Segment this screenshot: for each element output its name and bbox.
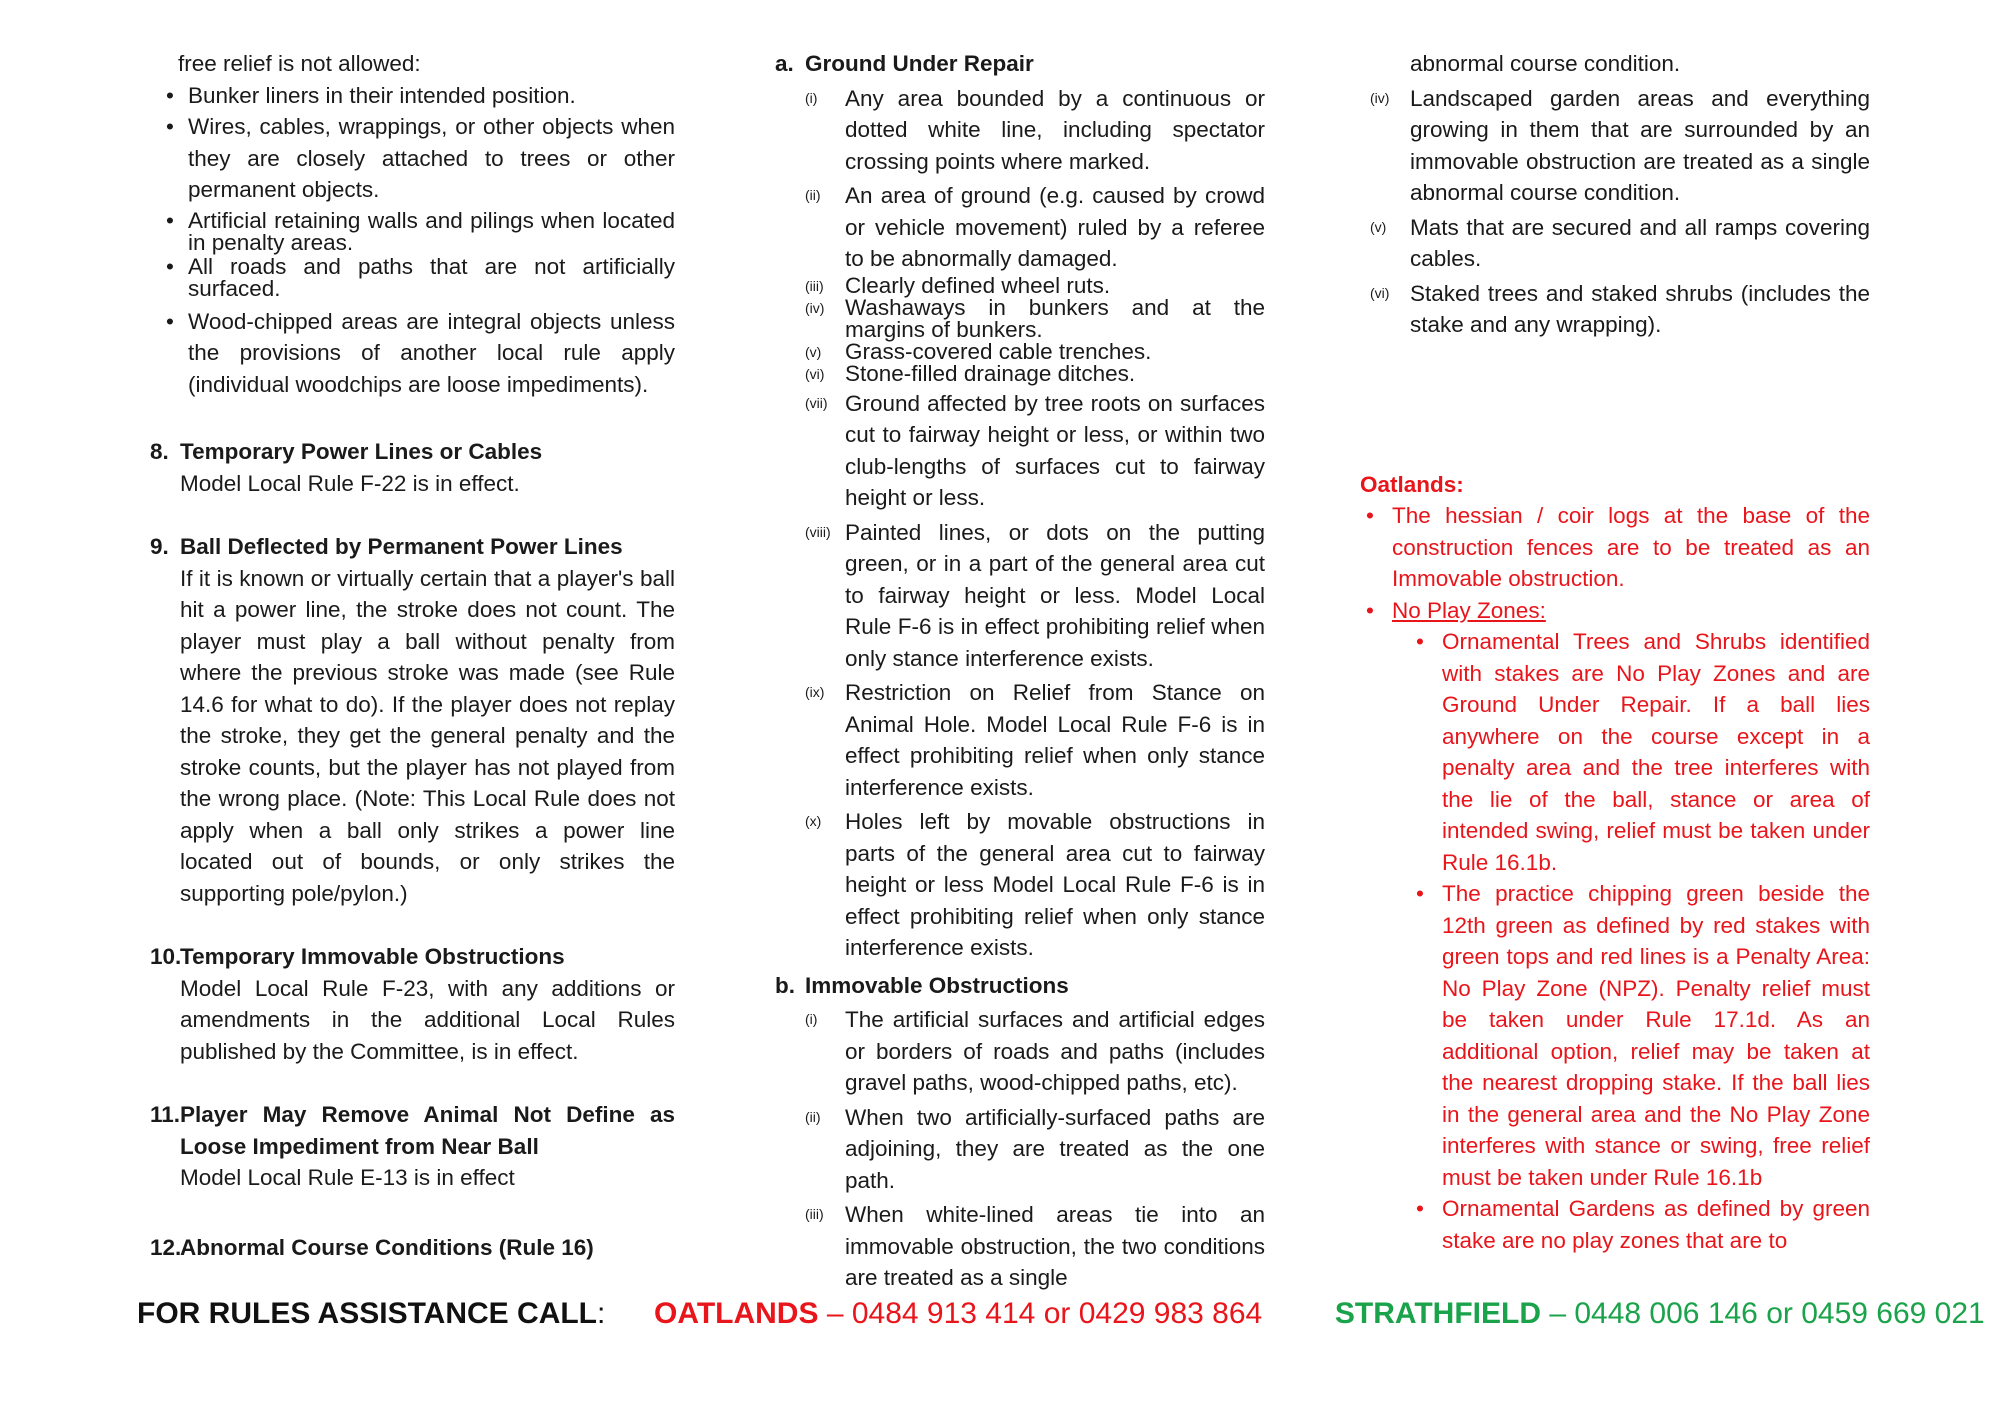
item-text: When white-lined areas tie into an immovable obstruction, the two conditions are treated as a single <box>845 1202 1265 1290</box>
section-title: Ground Under Repair <box>805 51 1034 76</box>
gur-item <box>775 677 1265 803</box>
item-text: Ground affected by tree roots on surfaces cut to fairway height or less, or within two club-lengths of surfaces cut to fairway height or less. <box>845 390 1265 510</box>
no-play-zone-item: • The practice chipping green beside the 12th green as defined by red stakes with green tops and red lines is a Penalty Area: No Play Zone (NPZ). Penalty relief must be taken under Rule 17.1d. As an additional option, relief may be taken at the nearest dropping stake. If the ball lies in the general area and the No Play Zone interferes with stance or swing, free relief must be taken under Rule 16.1b <box>1360 878 1870 1193</box>
rule-number: 9. <box>150 534 169 559</box>
rule-number: 11. <box>150 1102 181 1127</box>
roman-numeral: (x) <box>805 813 822 829</box>
list-item: • All roads and paths that are not artificially surfaced. <box>158 256 675 300</box>
strathfield-name: STRATHFIELD <box>1334 1297 1541 1330</box>
oatlands-bullet: • The hessian / coir logs at the base of the construction fences are to be treated as an Immovable obstruction. <box>1360 500 1870 595</box>
item-text: Stone-filled drainage ditches. <box>845 360 1136 386</box>
gur-item <box>775 806 1265 964</box>
column-middle <box>775 48 1265 1294</box>
roman-numeral: (iii) <box>805 277 824 294</box>
roman-numeral: (viii) <box>805 523 831 540</box>
list-item: • Wood-chipped areas are integral objects unless the provisions of another local rule apply (individual woodchips are loose impediments). <box>158 306 675 401</box>
gur-item <box>775 272 1265 298</box>
gur-item <box>775 180 1265 275</box>
rule-10 <box>150 941 675 1067</box>
rule-11 <box>150 1099 675 1194</box>
gur-item <box>775 83 1265 178</box>
rule-number: 12. <box>150 1234 182 1260</box>
section-heading-b <box>775 970 1265 1002</box>
list-item: • Bunker liners in their intended position. <box>158 80 675 112</box>
item-text: When two artificially-surfaced paths are adjoining, they are treated as the one path. <box>845 1104 1265 1193</box>
obstruction-item <box>1370 83 1870 209</box>
list-item: • Wires, cables, wrappings, or other objects when they are closely attached to trees or other permanent objects. <box>158 111 675 206</box>
obstruction-item <box>1370 212 1870 275</box>
rule-body: Model Local Rule E-13 is in effect <box>180 1165 515 1190</box>
relief-intro: free relief is not allowed: <box>178 51 421 76</box>
rule-number: 10. <box>150 944 182 969</box>
roman-numeral: (iv) <box>1370 89 1390 106</box>
footer-label: FOR RULES ASSISTANCE CALL <box>137 1297 598 1330</box>
continued-text: abnormal course condition. <box>1410 51 1681 76</box>
no-play-zone-item: • Ornamental Gardens as defined by green stake are no play zones that are to <box>1360 1193 1870 1256</box>
roman-numeral: (i) <box>805 1011 818 1027</box>
gur-item <box>775 517 1265 675</box>
column-left <box>150 48 675 1263</box>
roman-numeral: (v) <box>1370 218 1387 235</box>
item-text: Clearly defined wheel ruts. <box>845 272 1111 298</box>
section-heading-a <box>775 48 1265 80</box>
rule-title: Abnormal Course Conditions (Rule 16) <box>180 1234 594 1260</box>
item-text: Staked trees and staked shrubs (includes the stake and any wrapping). <box>1410 280 1870 337</box>
obstruction-item <box>775 1004 1265 1099</box>
obstruction-item <box>775 1199 1265 1294</box>
rule-12 <box>150 1232 675 1264</box>
item-text: Holes left by movable obstructions in parts of the general area cut to fairway height or less Model Local Rule F-6 is in effect prohibiting relief when only stance interference exists. <box>845 809 1265 960</box>
rule-title: Player May Remove Animal Not Define as Loose Impediment from Near Ball <box>180 1102 675 1159</box>
roman-numeral: (vi) <box>1370 284 1390 301</box>
roman-numeral: (vii) <box>805 394 828 411</box>
section-letter: a. <box>775 51 794 76</box>
no-relief-list <box>150 80 675 401</box>
obstruction-item <box>775 1102 1265 1197</box>
item-text: Washaways in bunkers and at the margins of bunkers. <box>845 294 1265 342</box>
oatlands-heading: Oatlands: <box>1360 471 1464 497</box>
item-text: Landscaped garden areas and everything growing in them that are surrounded by an immovable obstruction are treated as a single abnormal course condition. <box>1410 85 1870 205</box>
rule-title: Temporary Power Lines or Cables <box>180 439 543 464</box>
oatlands-bullet <box>1360 595 1870 627</box>
obstruction-item <box>1370 278 1870 341</box>
gur-item <box>775 388 1265 514</box>
item-text: The artificial surfaces and artificial edges or borders of roads and paths (includes gravel paths, wood-chipped paths, etc). <box>845 1007 1265 1095</box>
column-right <box>1360 48 1870 1256</box>
section-letter: b. <box>775 972 795 998</box>
item-text: Any area bounded by a continuous or dotted white line, including spectator crossing points where marked. <box>845 85 1265 174</box>
strathfield-phones: – 0448 006 146 or 0459 669 021 <box>1541 1297 1985 1330</box>
roman-numeral: (i) <box>805 89 818 106</box>
roman-numeral: (ix) <box>805 684 825 700</box>
gur-item <box>775 338 1265 364</box>
rule-body: Model Local Rule F-22 is in effect. <box>180 470 520 496</box>
item-text: Restriction on Relief from Stance on Animal Hole. Model Local Rule F-6 is in effect prohibiting relief when only stance interference exists. <box>845 680 1265 800</box>
oatlands-section <box>1360 469 1870 1257</box>
roman-numeral: (iii) <box>805 1206 824 1222</box>
roman-numeral: (iv) <box>805 299 825 316</box>
no-play-zone-item: • Ornamental Trees and Shrubs identified with stakes are No Play Zones and are Ground Under Repair. If a ball lies anywhere on the course except in a penalty area and the tree interferes with the lie of the ball, stance or area of intended swing, relief must be taken under Rule 16.1b. <box>1360 626 1870 878</box>
rule-body: If it is known or virtually certain that a player's ball hit a power line, the stroke does not count. The player must play a ball without penalty from where the previous stroke was made (see Rule 14.6 for what to do). If the player does not replay the stroke, they get the general penalty and the stroke counts, but the player has not played from the wrong place. (Note: This Local Rule does not apply when a ball only strikes a power line located out of bounds, or only strikes the supporting pole/pylon.) <box>180 565 675 906</box>
rule-number: 8. <box>150 439 169 464</box>
item-text: Painted lines, or dots on the putting green, or in a part of the general area cut to fairway height or less. Model Local Rule F-6 is in effect prohibiting relief when only stance interference exists. <box>845 519 1265 671</box>
footer-colon: : <box>597 1297 606 1330</box>
item-text: Grass-covered cable trenches. <box>845 338 1152 364</box>
oatlands-phones: – 0484 913 414 or 0429 983 864 <box>818 1297 1263 1330</box>
rule-title: Ball Deflected by Permanent Power Lines <box>180 534 623 559</box>
rule-body: Model Local Rule F-23, with any additions or amendments in the additional Local Rules published by the Committee, is in effect. <box>180 975 675 1064</box>
gur-item <box>775 360 1265 386</box>
rule-8 <box>150 436 675 499</box>
list-item: • Artificial retaining walls and pilings when located in penalty areas. <box>158 210 675 254</box>
no-play-zones-link[interactable]: No Play Zones: <box>1392 597 1546 623</box>
section-title: Immovable Obstructions <box>805 972 1069 998</box>
item-text: Mats that are secured and all ramps covering cables. <box>1410 214 1870 271</box>
rules-assistance-footer <box>137 1297 1985 1331</box>
roman-numeral: (vi) <box>805 365 825 382</box>
rule-title: Temporary Immovable Obstructions <box>180 944 565 969</box>
roman-numeral: (v) <box>805 343 822 360</box>
item-text: An area of ground (e.g. caused by crowd or vehicle movement) ruled by a referee to be abnormally damaged. <box>845 183 1265 271</box>
roman-numeral: (ii) <box>805 1108 821 1125</box>
rule-9 <box>150 531 675 909</box>
gur-item <box>775 294 1265 342</box>
oatlands-name: OATLANDS <box>654 1297 819 1330</box>
roman-numeral: (ii) <box>805 187 821 203</box>
